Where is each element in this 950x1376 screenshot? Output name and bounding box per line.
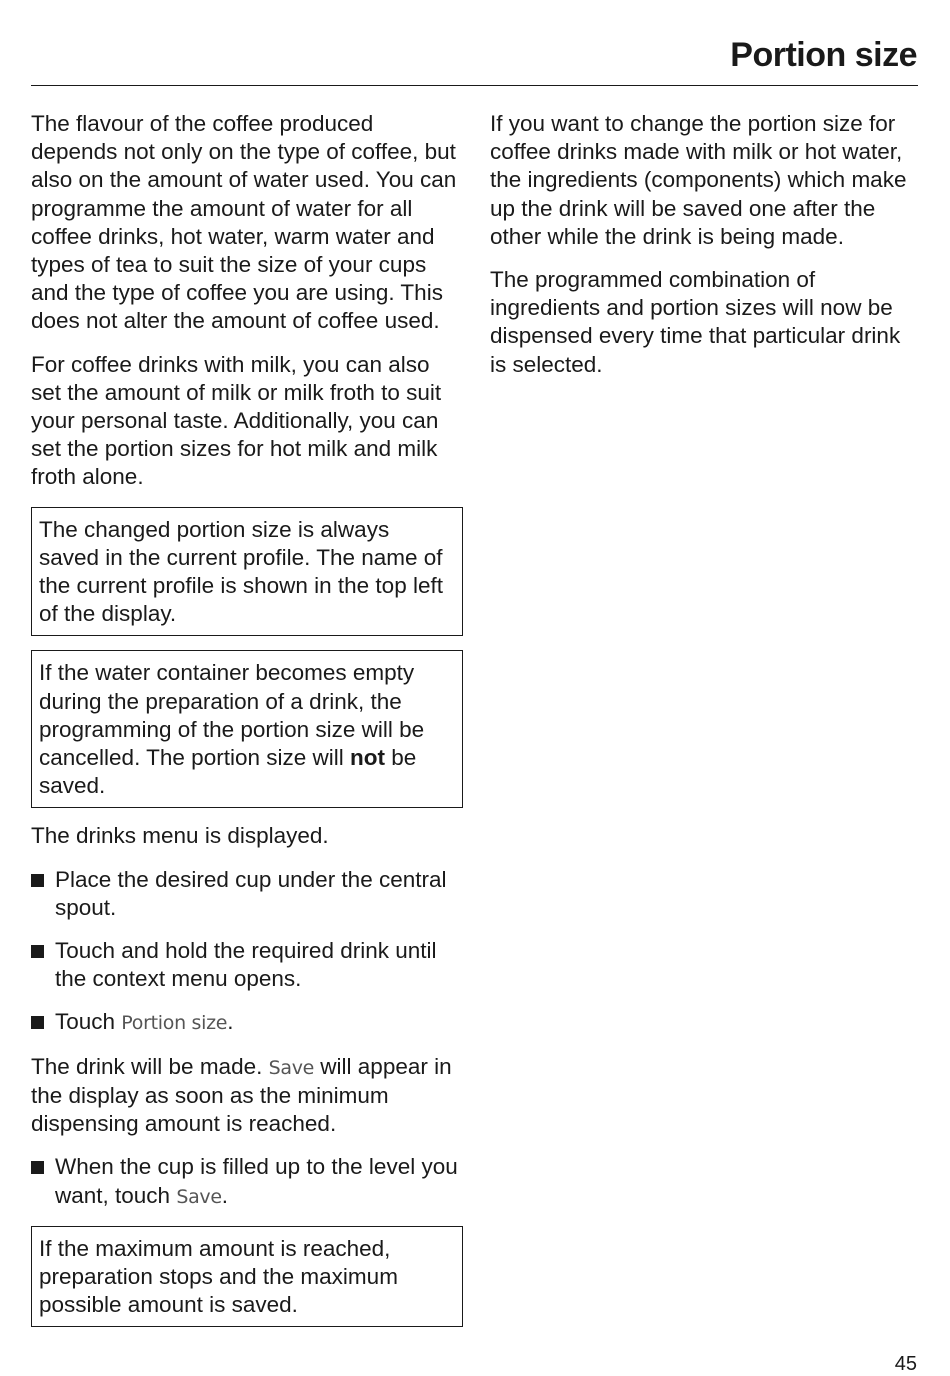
note-emphasis: not (350, 745, 385, 771)
ingredients-paragraph: If you want to change the portion size for coffee drinks made with milk or hot water, the ingredients (components) which make up the drink will be saved one after the other while the drink is being made. (490, 111, 907, 249)
left-column (31, 110, 463, 1341)
maximum-amount-note: If the maximum amount is reached, preparation stops and the maximum possible amount is saved. (31, 1226, 463, 1328)
step-item (31, 937, 463, 993)
drinks-menu-paragraph: The drinks menu is displayed. (31, 823, 329, 849)
step-text (55, 1153, 463, 1210)
display-term-save: Save (268, 1056, 315, 1079)
step-item (31, 866, 463, 922)
step-text-part: When the cup is filled up to the level you want, touch (55, 1154, 458, 1208)
display-term-portion-size: Portion size (121, 1012, 228, 1035)
bullet-square-icon (31, 1153, 55, 1210)
bullet-square-icon (31, 866, 55, 922)
bullet-square-icon (31, 1008, 55, 1037)
step-text: Place the desired cup under the central spout. (55, 866, 447, 920)
water-container-note (31, 650, 463, 808)
page-title: Portion size (730, 36, 917, 74)
step-text-part: Touch (55, 1009, 122, 1035)
note-text: If the water container becomes empty during the preparation of a drink, the programming of the portion size will be cancelled. The portion size will (39, 660, 425, 771)
milk-paragraph: For coffee drinks with milk, you can also set the amount of milk or milk froth to suit your personal taste. Additionally, you can set the portion sizes for hot milk and milk froth alone. (31, 351, 442, 490)
header-divider (31, 85, 918, 86)
right-column (490, 110, 920, 394)
step-text-part: . (227, 1009, 234, 1035)
step-text-part: . (221, 1182, 229, 1208)
display-term-save: Save (176, 1185, 222, 1208)
paragraph-part: will appear in the display as soon as the minimum dispensing amount is reached. (31, 1053, 452, 1137)
step-item (31, 1008, 463, 1037)
paragraph-part: The drink will be made. (31, 1053, 269, 1079)
drink-made-paragraph (31, 1053, 463, 1139)
intro-paragraph: The flavour of the coffee produced depends not only on the type of coffee, but also on the amount of water used. You can programme the amount of water for all coffee drinks, hot water, warm water and types of tea to suit the size of your cups and the type of coffee you are using. This does not alter the amount of coffee used. (31, 111, 457, 334)
note-text: be saved. (39, 745, 417, 799)
profile-note: The changed portion size is always saved in the current profile. The name of the current profile is shown in the top left of the display. (31, 507, 463, 637)
step-item (31, 1153, 463, 1210)
page-number: 45 (894, 1353, 917, 1375)
step-text (55, 1008, 463, 1037)
step-text: Touch and hold the required drink until the context menu opens. (55, 938, 437, 992)
combination-paragraph: The programmed combination of ingredients and portion sizes will now be dispensed every time that particular drink is selected. (490, 267, 901, 377)
bullet-square-icon (31, 937, 55, 993)
